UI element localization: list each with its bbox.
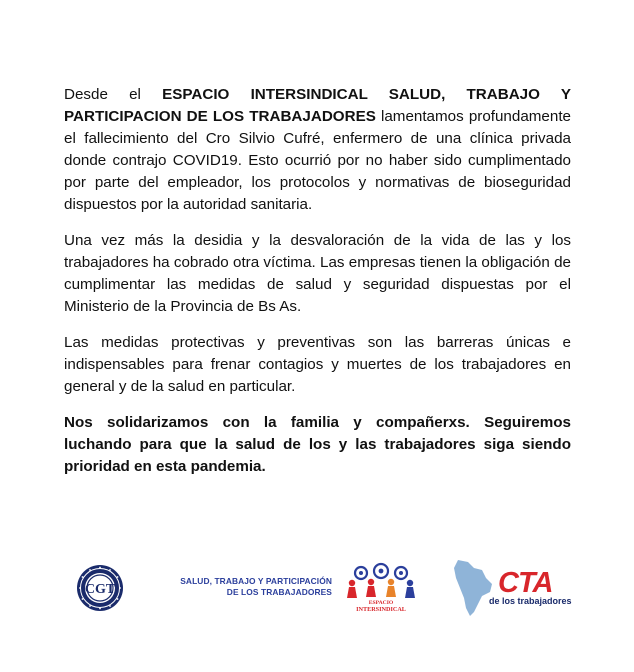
cta-logo-subtitle: de los trabajadores — [489, 596, 572, 606]
document-body — [64, 84, 571, 492]
paragraph-4: Nos solidarizamos con la familia y compañerxs. Seguiremos luchando para que la salud de los y las trabajadores siga siendo prioridad en esta pandemia. — [64, 414, 571, 475]
cta-logo-text: CTA — [498, 567, 553, 599]
americas-map-icon — [454, 560, 492, 616]
paragraph-3: Las medidas protectivas y preventivas son las barreras únicas e indispensables para frenar contagios y muertes de los trabajadores en general y de la salud en particular. — [64, 334, 571, 395]
paragraph-1-intro: Desde el — [64, 86, 163, 103]
salud-logo-line-1: SALUD, TRABAJO Y PARTICIPACIÓN — [180, 576, 332, 586]
espacio-logo-line-2: INTERSINDICAL — [356, 606, 406, 613]
espacio-intersindical-logo — [343, 562, 419, 614]
salud-logo-line-2: DE LOS TRABAJADORES — [226, 587, 332, 597]
paragraph-2: Una vez más la desidia y la desvaloración de la vida de las y los trabajadores ha cobrado otra víctima. Las empresas tienen la obligación de cumplimentar las medidas de salud y seguridad dispuestas por el Ministerio de la Provincia de Bs As. — [64, 232, 571, 315]
espacio-logo-line-1: ESPACIO — [368, 600, 394, 606]
footer-logos — [0, 558, 634, 618]
organization-name: ESPACIO INTERSINDICAL SALUD, TRABAJO Y PARTICIPACION DE LOS TRABAJADORES — [64, 86, 571, 125]
cgt-logo-text: CGT — [84, 582, 116, 597]
cgt-logo — [76, 564, 124, 612]
paragraph-1-body: lamentamos profundamente el fallecimiento del Cro Silvio Cufré, enfermero de una clínica privada donde contrajo COVID19. Esto ocurrió por no haber sido cumplimentado por parte del empleador, los protocolos y normativas de bioseguridad dispuestos por la autoridad sanitaria. — [64, 108, 571, 213]
salud-trabajo-logo — [170, 576, 332, 598]
paragraph-1 — [64, 84, 571, 216]
cta-logo — [452, 558, 584, 618]
